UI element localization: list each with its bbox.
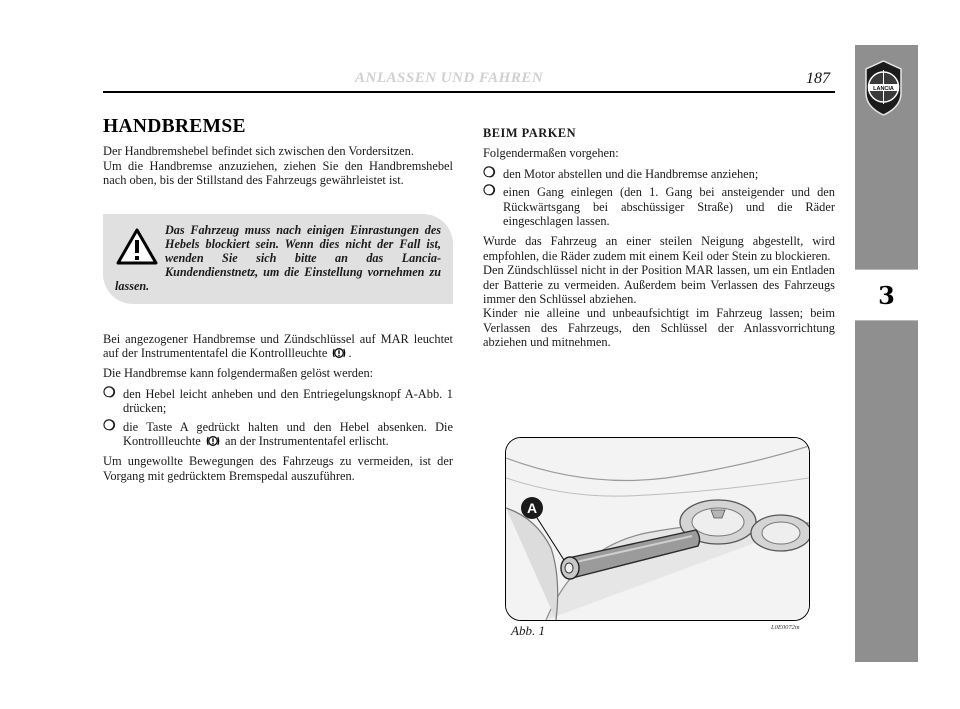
callout-a: A: [526, 500, 538, 516]
closing-paragraph: Um ungewollte Bewegungen des Fahrzeugs zu vermeiden, ist der Vorgang mit gedrücktem Bremspedal auszuführen.: [103, 454, 453, 483]
list-item-text: den Hebel leicht anheben und den Entriegelungsknopf A-Abb. 1 drücken;: [123, 386, 453, 416]
left-column: [103, 116, 453, 489]
handbrake-illustration: [506, 438, 809, 620]
list-item-text: die Taste A gedrückt halten und den Hebel absenken. Die Kontrollleuchte: [123, 419, 453, 449]
right-column: [483, 120, 835, 356]
lamp-paragraph-end: .: [348, 346, 352, 361]
handbrake-warning-lamp-icon: [332, 346, 346, 360]
lamp-paragraph: [103, 332, 453, 361]
release-intro: Die Handbremse kann folgendermaßen gelöst werden:: [103, 366, 374, 381]
list-item: [103, 420, 453, 449]
warning-box: [103, 214, 453, 304]
slope-paragraph: Wurde das Fahrzeug an einer steilen Neigung abgestellt, wird empfohlen, die Räder zudem mit einem Keil oder Stein zu blockieren.: [483, 234, 835, 263]
section-subtitle: BEIM PARKEN: [483, 126, 577, 140]
parking-steps: [483, 167, 835, 229]
header-rule: [103, 91, 835, 93]
figure-caption: Abb. 1: [511, 623, 545, 638]
bullet-icon: ❍: [483, 165, 496, 181]
list-item-text: den Motor abstellen und die Handbremse anziehen;: [503, 166, 759, 181]
apply-paragraph: Um die Handbremse anzuziehen, ziehen Sie den Handbremshebel nach oben, bis der Stillstand des Fahrzeugs gewährleistet ist.: [103, 158, 453, 188]
list-item: [483, 185, 835, 228]
chapter-tab[interactable]: [855, 269, 918, 321]
warning-text: Das Fahrzeug muss nach einigen Einrastungen des Hebels blockiert sein. Wenn dies nicht der Fall ist, wenden Sie sich bitte an das Lancia-Kundendienstnetz, um die Einstellung vornehmen zu lassen.: [115, 222, 441, 294]
logo-text: LANCIA: [873, 86, 894, 92]
key-paragraph: Den Zündschlüssel nicht in der Position MAR lassen, um ein Entladen der Batterie zu vermeiden. Außerdem beim Verlassen des Fahrzeugs immer den Schlüssel abziehen.: [483, 263, 835, 307]
page-number: 187: [806, 70, 830, 87]
release-steps: [103, 387, 453, 449]
list-item-text-end: an der Instrumententafel erlischt.: [224, 434, 389, 449]
bullet-icon: ❍: [483, 184, 496, 200]
bullet-icon: ❍: [103, 385, 116, 401]
bullet-icon: ❍: [103, 418, 116, 434]
figure-code: L0E0072m: [771, 624, 800, 631]
children-paragraph: Kinder nie alleine und unbeaufsichtigt im Fahrzeug lassen; beim Verlassen des Fahrzeugs, den Schlüssel der Anlassvorrichtung abziehen und mitnehmen.: [483, 306, 835, 350]
chapter-number: 3: [878, 280, 895, 310]
figure-handbrake-illustration: [505, 437, 810, 621]
parking-intro: Folgendermaßen vorgehen:: [483, 146, 619, 161]
list-item: [103, 387, 453, 416]
running-head: ANLASSEN UND FAHREN: [355, 70, 544, 86]
section-title: HANDBREMSE: [103, 116, 246, 137]
list-item: [483, 167, 835, 181]
intro-paragraph: Der Handbremshebel befindet sich zwischen den Vordersitzen.: [103, 144, 414, 159]
warning-triangle-icon: [115, 227, 159, 267]
lancia-logo: [861, 59, 906, 117]
list-item-text: einen Gang einlegen (den 1. Gang bei ansteigender und den Rückwärtsgang bei abschüssiger Straße) und die Räder eingeschlagen lassen.: [503, 185, 835, 229]
handbrake-warning-lamp-icon: [206, 434, 220, 448]
chapter-sidebar: [855, 45, 918, 662]
lamp-paragraph-text: Bei angezogener Handbremse und Zündschlüssel auf MAR leuchtet auf der Instrumententafel die Kontrollleuchte: [103, 331, 453, 361]
